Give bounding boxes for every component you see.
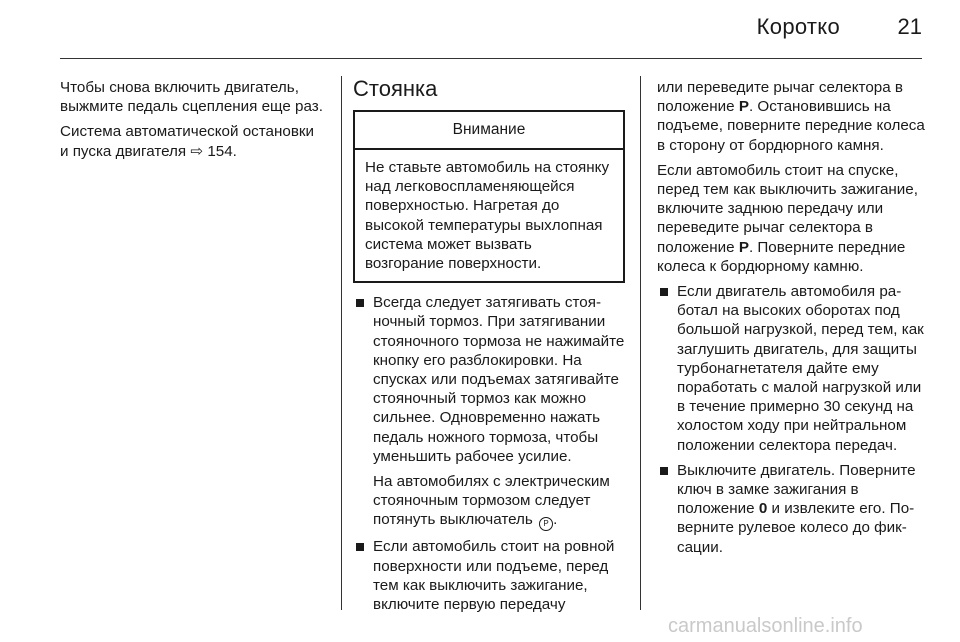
- watermark: carmanualsonline.info: [668, 615, 863, 637]
- bullet-square-icon: [356, 299, 364, 307]
- warning-box: [353, 110, 625, 283]
- header-divider: [60, 58, 922, 59]
- bullet-turbo-text: Если двигатель автомобиля работал на высоких оборотах под большой нагрузкой, перед тем, как заглушить двигатель, для защиты турбонагнетателя дайте ему поработать с малой нагрузкой или в течение примерно 30 секунд на холостом ходу при нейтральном положении селектора передач.: [677, 283, 924, 454]
- section-title-parking: Стоянка: [353, 76, 438, 101]
- uphill-text-end: . Остановившись на подъеме, поверните передние колеса в сторону от бордюрного камня.: [657, 98, 925, 154]
- paragraph-uphill: [657, 78, 927, 155]
- warning-text: Не ставьте автомобиль на стоянку над легковоспламеняющейся поверхностью. Нагретая до высокой температуры выхлопная система может вызвать возгорание поверхности.: [365, 159, 610, 273]
- page-header-title: Коротко: [756, 14, 840, 39]
- column-divider-2: [640, 76, 641, 610]
- paragraph-downhill: [657, 161, 927, 276]
- autostop-text: Система автоматической остановки и пуска двигателя: [60, 123, 315, 160]
- warning-title: Внимание: [355, 112, 623, 150]
- bullet-ignition-text: [677, 461, 927, 557]
- reference-page-link[interactable]: 154.: [207, 142, 237, 160]
- selector-position-p: P: [738, 98, 749, 116]
- parking-brake-switch-icon: P: [539, 517, 553, 531]
- bullet-square-icon: [356, 543, 364, 551]
- ignition-position-zero: 0: [758, 500, 768, 518]
- list-item: [657, 282, 927, 455]
- column-2: [353, 76, 625, 620]
- selector-position-p: P: [738, 238, 749, 256]
- column-divider-1: [341, 76, 342, 610]
- bullet-parking-brake-text: Всегда следует затягивать стояночный тормоз. При затягивании стояночного тормоза не нажимайте кнопку его разблокировки. На спусках или подъемах затягивайте стояночный тормоз как можно сильнее. Одновременно нажать педаль ножного тормоза, чтобы уменьшить рабочее усилие.: [373, 294, 625, 465]
- list-item: [353, 537, 625, 614]
- page-number: 21: [897, 14, 922, 39]
- bullet-square-icon: [660, 467, 668, 475]
- paragraph-autostop-reference: [60, 122, 325, 160]
- downhill-text-end: . Поверните передние колеса к бордюрному камню.: [657, 238, 906, 275]
- list-item: [353, 293, 625, 531]
- ignition-text-start: Выключите двигатель. Поверните ключ в замке зажигания в положение: [677, 461, 916, 518]
- electric-brake-end: .: [553, 511, 558, 529]
- reference-arrow-icon: ⇨: [190, 141, 204, 160]
- downhill-text-start: Если автомобиль стоит на спуске, перед тем как выключить зажигание, включите заднюю передачу или переведите рычаг селектора в положение: [657, 161, 918, 256]
- bullet-square-icon: [660, 288, 668, 296]
- paragraph-restart-engine: Чтобы снова включить двигатель, выжмите педаль сцепления еще раз.: [60, 79, 323, 116]
- bullet-electric-brake-text: [373, 472, 625, 531]
- ignition-text-end: и извлеките его. Поверните рулевое колесо до фиксации.: [677, 500, 915, 556]
- uphill-text-start: или переведите рычаг селектора в положение: [657, 79, 903, 116]
- list-item: [657, 461, 927, 557]
- column-3: [657, 78, 927, 563]
- column-1: [60, 78, 325, 167]
- electric-brake-text: На автомобилях с электрическим стояночным тормозом следует потянуть выключатель: [373, 473, 610, 529]
- bullet-level-ground-text: Если автомобиль стоит на ровной поверхности или подъеме, перед тем как выключить зажигание, включите первую передачу: [373, 538, 615, 614]
